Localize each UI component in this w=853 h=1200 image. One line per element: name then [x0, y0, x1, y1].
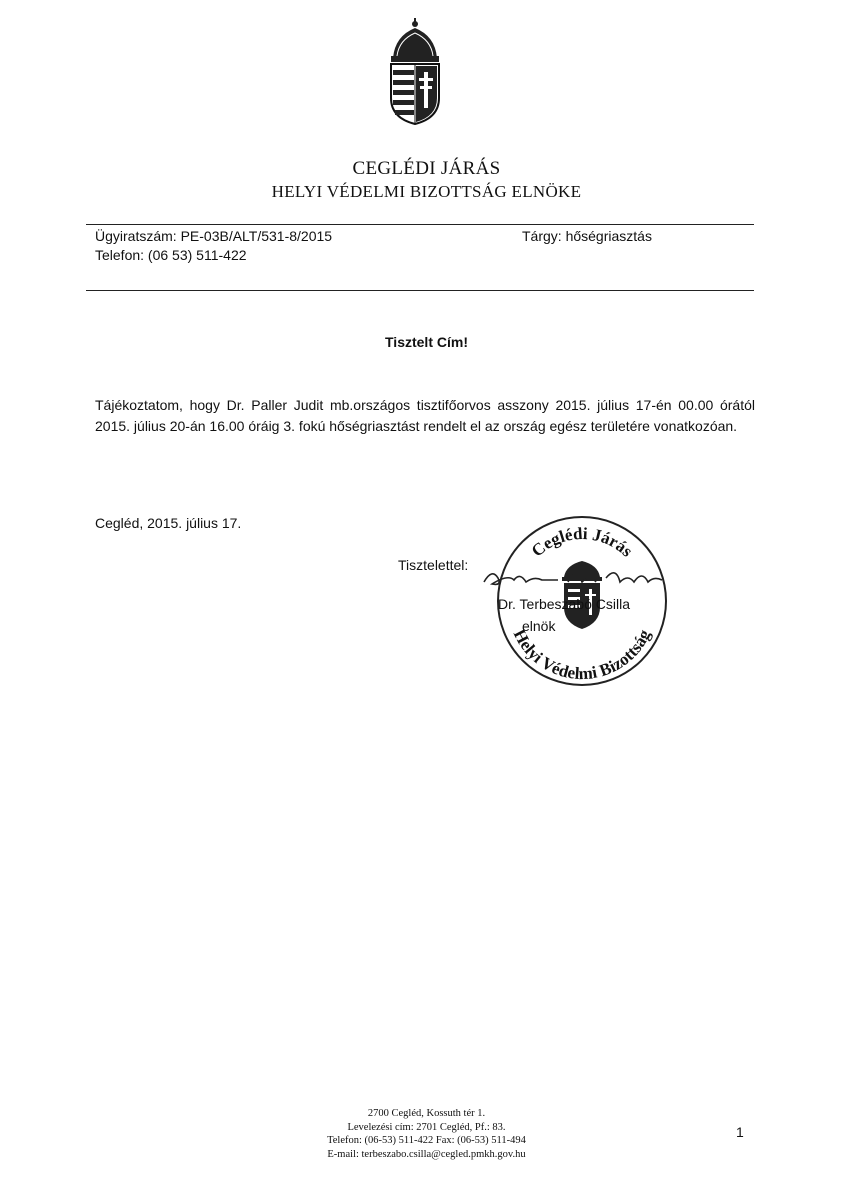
coat-of-arms-icon: [385, 18, 445, 126]
header-rule-bottom: [86, 290, 754, 291]
signer-name: Dr. Terbeszabó Csilla: [498, 596, 631, 612]
signer-title: elnök: [522, 618, 556, 634]
organization-subtitle: HELYI VÉDELMI BIZOTTSÁG ELNÖKE: [271, 182, 582, 201]
footer-address: [0, 1107, 853, 1161]
footer-email-line: E-mail: terbeszabo.csilla@cegled.pmkh.gov.hu: [327, 1148, 526, 1160]
place-date: Cegléd, 2015. július 17.: [95, 515, 242, 531]
handwritten-signature: [478, 560, 668, 600]
page-number: 1: [736, 1124, 744, 1140]
footer-postal-line: Levelezési cím: 2701 Cegléd, Pf.: 83.: [347, 1121, 506, 1133]
salutation: Tisztelt Cím!: [385, 334, 468, 350]
case-number: Ügyiratszám: PE-03B/ALT/531-8/2015: [95, 228, 333, 244]
letter-body: Tájékoztatom, hogy Dr. Paller Judit mb.országos tisztifőorvos asszony 2015. július 17-én 00.00 órától 2015. július 20-án 16.00 óráig 3. fokú hőségriasztást rendelt el az ország egész területére vonatkozóan.: [95, 397, 755, 434]
subject-line: Tárgy: hőségriasztás: [522, 228, 652, 244]
organization-name: CEGLÉDI JÁRÁS: [352, 158, 501, 179]
stamp-top-text: Ceglédi Járás: [527, 523, 637, 561]
stamp-bottom-text: Helyi Védelmi Bizottság: [509, 626, 655, 684]
footer-phone-fax-line: Telefon: (06-53) 511-422 Fax: (06-53) 511-494: [327, 1135, 526, 1146]
phone-line: Telefon: (06 53) 511-422: [95, 247, 247, 263]
header-rule-top: [86, 224, 754, 225]
footer-address-line: 2700 Cegléd, Kossuth tér 1.: [367, 1108, 486, 1119]
closing: Tisztelettel:: [398, 557, 469, 573]
